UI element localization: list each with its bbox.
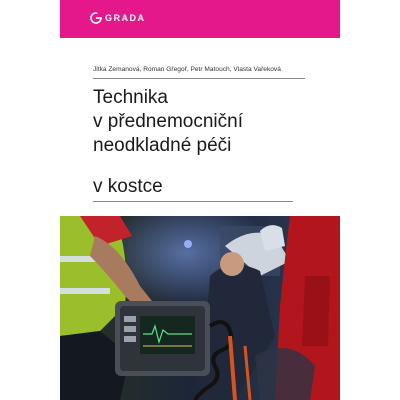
divider-bottom	[93, 201, 293, 202]
title-line: neodkladné péči	[93, 135, 232, 156]
title-line: Technika	[93, 87, 168, 108]
book-cover	[60, 0, 340, 400]
book-authors: Jitka Zemanová, Roman Gřegoř, Petr Matouch, Vlasta Vařeková	[93, 66, 281, 73]
book-subtitle: v kostce	[93, 176, 163, 197]
publisher-logo	[90, 11, 146, 25]
cover-photo-illustration	[60, 216, 340, 400]
book-title	[93, 86, 333, 158]
paramedics-with-defibrillator-photo	[60, 216, 340, 400]
publisher-name: GRADA	[105, 13, 146, 23]
divider-top	[93, 78, 305, 79]
title-line: v přednemocniční	[93, 111, 243, 132]
grada-logo-icon	[90, 12, 102, 24]
publisher-bar	[60, 0, 340, 38]
